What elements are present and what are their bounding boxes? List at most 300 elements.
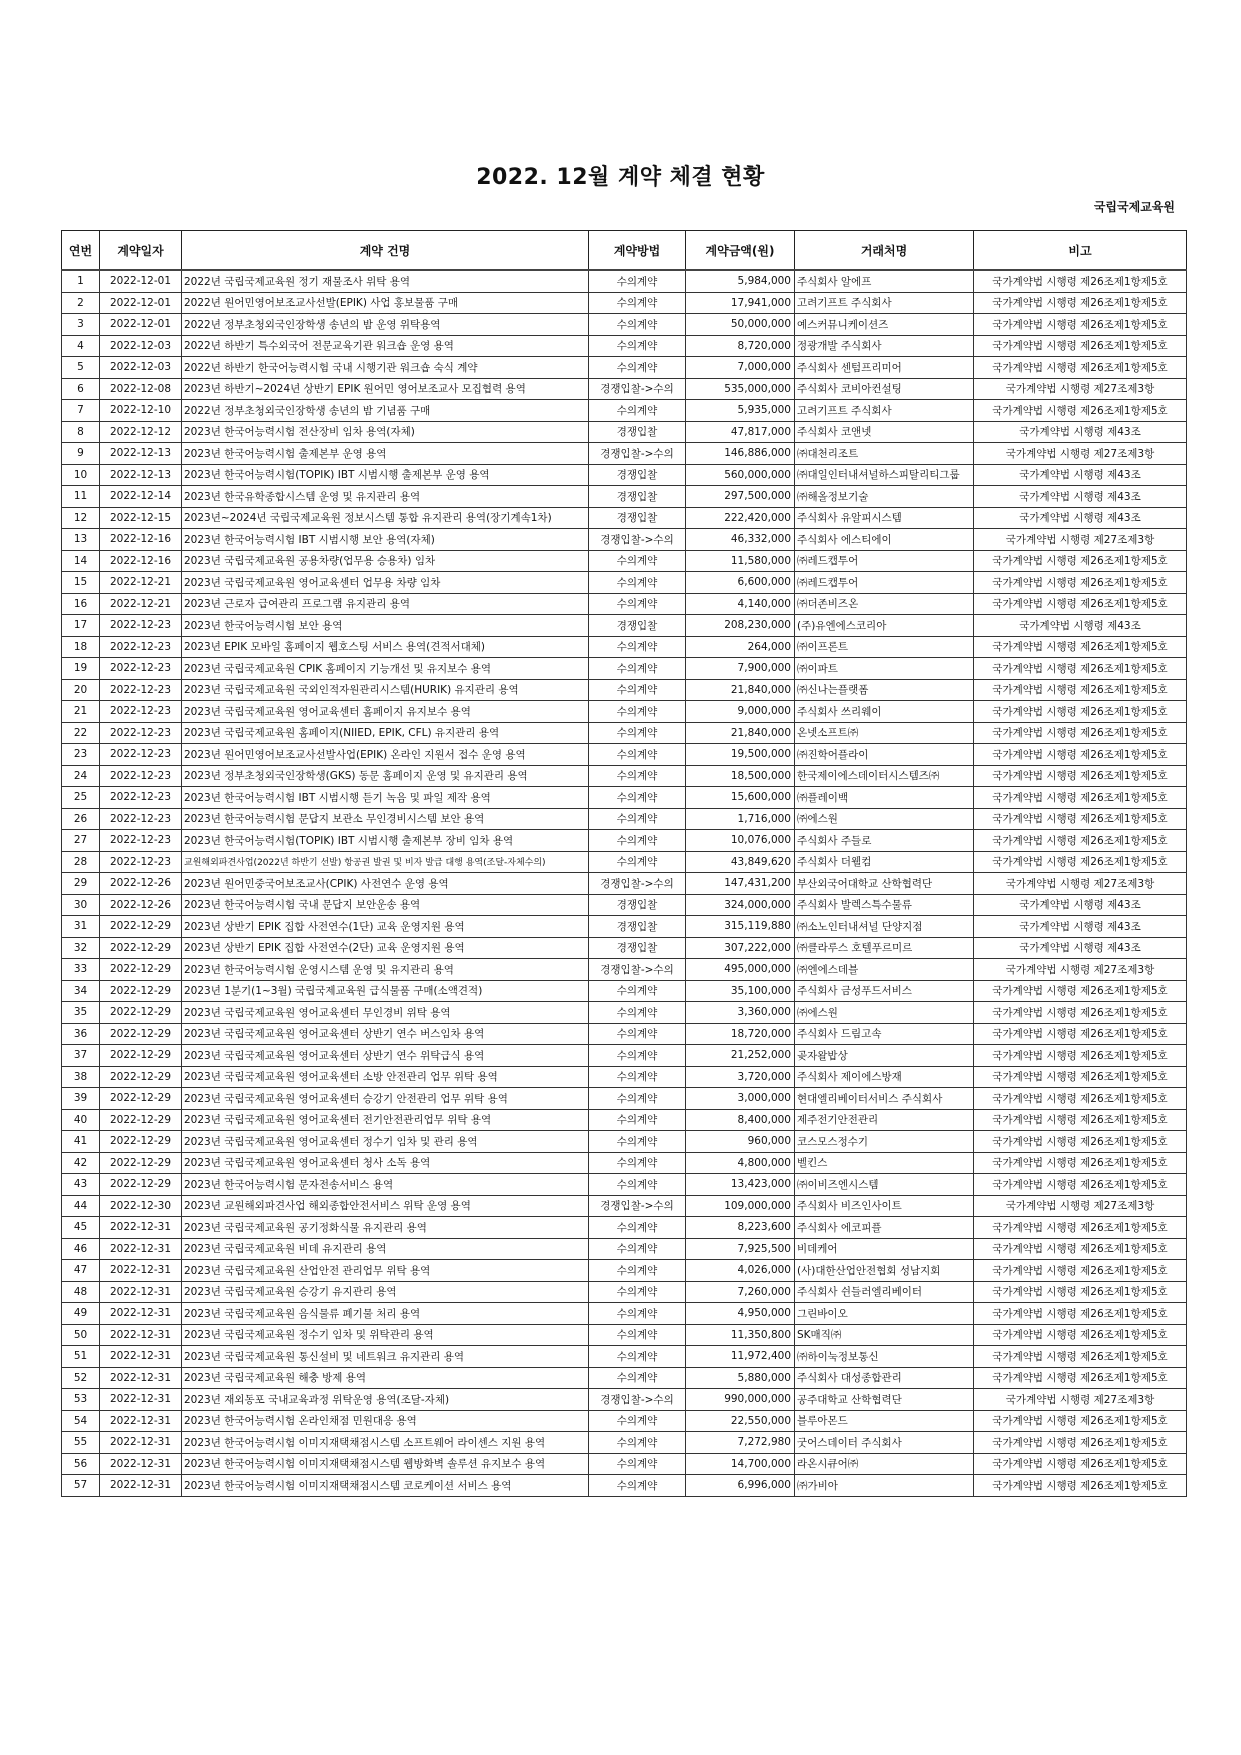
contract-name: 2023년 한국어능력시험 문자전송서비스 용역 (182, 1174, 589, 1196)
contract-date: 2022-12-31 (100, 1324, 182, 1346)
table-header-row (62, 231, 1187, 271)
contract-amount: 9,000,000 (686, 701, 795, 723)
row-number: 5 (62, 357, 100, 379)
contract-method: 수의계약 (589, 787, 686, 809)
contract-method: 수의계약 (589, 830, 686, 852)
table-row (62, 658, 1187, 680)
remarks: 국가계약법 시행령 제43조 (974, 615, 1187, 637)
remarks: 국가계약법 시행령 제27조제3항 (974, 378, 1187, 400)
row-number: 16 (62, 593, 100, 615)
contract-name: 2023년 한국어능력시험 이미지재택채점시스템 소프트웨어 라이센스 지원 용역 (182, 1432, 589, 1454)
table-row (62, 1195, 1187, 1217)
contract-method: 수의계약 (589, 1131, 686, 1153)
contract-date: 2022-12-29 (100, 1152, 182, 1174)
table-row (62, 916, 1187, 938)
remarks: 국가계약법 시행령 제26조제1항제5호 (974, 1045, 1187, 1067)
contract-name: 2023년 국립국제교육원 영어교육센터 청사 소독 용역 (182, 1152, 589, 1174)
vendor-name: 블루아몬드 (795, 1410, 974, 1432)
contract-name: 2023년 원어민영어보조교사선발사업(EPIK) 온라인 지원서 접수 운영 용역 (182, 744, 589, 766)
vendor-name: ㈜플레이백 (795, 787, 974, 809)
contract-amount: 7,260,000 (686, 1281, 795, 1303)
table-row (62, 959, 1187, 981)
contract-date: 2022-12-16 (100, 529, 182, 551)
table-row (62, 1088, 1187, 1110)
contract-date: 2022-12-31 (100, 1260, 182, 1282)
table-row (62, 765, 1187, 787)
contract-name: 2023년 하반기~2024년 상반기 EPIK 원어민 영어보조교사 모집협력 용역 (182, 378, 589, 400)
contract-amount: 495,000,000 (686, 959, 795, 981)
contract-name: 교원해외파견사업(2022년 하반기 선발) 항공권 발권 및 비자 발급 대행 용역(조달-자체수의) (182, 851, 589, 873)
table-row (62, 894, 1187, 916)
row-number: 23 (62, 744, 100, 766)
row-number: 49 (62, 1303, 100, 1325)
remarks: 국가계약법 시행령 제26조제1항제5호 (974, 572, 1187, 594)
remarks: 국가계약법 시행령 제26조제1항제5호 (974, 1131, 1187, 1153)
contract-name: 2023년 국립국제교육원 영어교육센터 업무용 차량 임차 (182, 572, 589, 594)
remarks: 국가계약법 시행령 제43조 (974, 894, 1187, 916)
row-number: 18 (62, 636, 100, 658)
contract-amount: 208,230,000 (686, 615, 795, 637)
remarks: 국가계약법 시행령 제26조제1항제5호 (974, 1002, 1187, 1024)
contract-method: 경쟁입찰 (589, 464, 686, 486)
contract-name: 2023년 교원해외파견사업 해외종합안전서비스 위탁 운영 용역 (182, 1195, 589, 1217)
contract-name: 2023년 원어민중국어보조교사(CPIK) 사전연수 운영 용역 (182, 873, 589, 895)
remarks: 국가계약법 시행령 제26조제1항제5호 (974, 658, 1187, 680)
contract-amount: 264,000 (686, 636, 795, 658)
header-amount: 계약금액(원) (686, 231, 795, 271)
remarks: 국가계약법 시행령 제26조제1항제5호 (974, 851, 1187, 873)
vendor-name: ㈜클라루스 호텔푸르미르 (795, 937, 974, 959)
contract-method: 수의계약 (589, 765, 686, 787)
table-row (62, 1346, 1187, 1368)
contract-name: 2023년 국립국제교육원 비데 유지관리 용역 (182, 1238, 589, 1260)
contract-name: 2023년 근로자 급여관리 프로그램 유지관리 용역 (182, 593, 589, 615)
contract-method: 수의계약 (589, 1475, 686, 1497)
vendor-name: ㈜대일인터내셔널하스피탈리티그룹 (795, 464, 974, 486)
contract-name: 2023년 1분기(1~3월) 국립국제교육원 급식물품 구매(소액견적) (182, 980, 589, 1002)
row-number: 35 (62, 1002, 100, 1024)
contract-date: 2022-12-31 (100, 1281, 182, 1303)
row-number: 32 (62, 937, 100, 959)
table-row (62, 1131, 1187, 1153)
contract-amount: 19,500,000 (686, 744, 795, 766)
remarks: 국가계약법 시행령 제26조제1항제5호 (974, 1238, 1187, 1260)
vendor-name: 벨킨스 (795, 1152, 974, 1174)
contract-date: 2022-12-31 (100, 1238, 182, 1260)
contract-amount: 5,880,000 (686, 1367, 795, 1389)
vendor-name: 한국제이에스데이터시스템즈㈜ (795, 765, 974, 787)
contract-amount: 21,840,000 (686, 722, 795, 744)
contract-method: 수의계약 (589, 1174, 686, 1196)
contract-date: 2022-12-03 (100, 357, 182, 379)
vendor-name: ㈜신나는플랫폼 (795, 679, 974, 701)
table-row (62, 808, 1187, 830)
contract-date: 2022-12-29 (100, 937, 182, 959)
row-number: 38 (62, 1066, 100, 1088)
contract-name: 2023년 국립국제교육원 통신설비 및 네트워크 유지관리 용역 (182, 1346, 589, 1368)
row-number: 27 (62, 830, 100, 852)
table-row (62, 486, 1187, 508)
vendor-name: 정광개발 주식회사 (795, 335, 974, 357)
contract-date: 2022-12-29 (100, 916, 182, 938)
row-number: 41 (62, 1131, 100, 1153)
remarks: 국가계약법 시행령 제26조제1항제5호 (974, 1088, 1187, 1110)
contract-method: 경쟁입찰 (589, 894, 686, 916)
contract-name: 2023년 국립국제교육원 공기정화식물 유지관리 용역 (182, 1217, 589, 1239)
vendor-name: 주식회사 알에프 (795, 270, 974, 292)
table-row (62, 357, 1187, 379)
row-number: 2 (62, 292, 100, 314)
contract-amount: 146,886,000 (686, 443, 795, 465)
contract-amount: 5,935,000 (686, 400, 795, 422)
row-number: 6 (62, 378, 100, 400)
remarks: 국가계약법 시행령 제43조 (974, 464, 1187, 486)
row-number: 26 (62, 808, 100, 830)
contract-method: 수의계약 (589, 1088, 686, 1110)
contract-name: 2022년 원어민영어보조교사선발(EPIK) 사업 홍보물품 구매 (182, 292, 589, 314)
table-row (62, 1045, 1187, 1067)
contract-amount: 315,119,880 (686, 916, 795, 938)
remarks: 국가계약법 시행령 제26조제1항제5호 (974, 1217, 1187, 1239)
table-row (62, 980, 1187, 1002)
table-row (62, 1389, 1187, 1411)
remarks: 국가계약법 시행령 제26조제1항제5호 (974, 722, 1187, 744)
contract-date: 2022-12-29 (100, 1023, 182, 1045)
organization-name: 국립국제교육원 (1093, 200, 1175, 214)
vendor-name: 예스커뮤니케이션즈 (795, 314, 974, 336)
vendor-name: 현대엘리베이터서비스 주식회사 (795, 1088, 974, 1110)
contract-method: 수의계약 (589, 1281, 686, 1303)
table-row (62, 572, 1187, 594)
row-number: 33 (62, 959, 100, 981)
table-row (62, 1152, 1187, 1174)
contract-name: 2023년 국립국제교육원 영어교육센터 전기안전관리업무 위탁 용역 (182, 1109, 589, 1131)
table-row (62, 1324, 1187, 1346)
remarks: 국가계약법 시행령 제26조제1항제5호 (974, 400, 1187, 422)
contract-date: 2022-12-31 (100, 1303, 182, 1325)
vendor-name: 라온시큐어㈜ (795, 1453, 974, 1475)
table-row (62, 1281, 1187, 1303)
table-row (62, 1453, 1187, 1475)
contract-method: 수의계약 (589, 722, 686, 744)
table-row (62, 1217, 1187, 1239)
vendor-name: ㈜해올정보기술 (795, 486, 974, 508)
contract-date: 2022-12-30 (100, 1195, 182, 1217)
row-number: 28 (62, 851, 100, 873)
remarks: 국가계약법 시행령 제26조제1항제5호 (974, 1260, 1187, 1282)
contract-date: 2022-12-29 (100, 1066, 182, 1088)
contract-method: 경쟁입찰->수의 (589, 529, 686, 551)
contract-amount: 4,800,000 (686, 1152, 795, 1174)
vendor-name: (사)대한산업안전협회 성남지회 (795, 1260, 974, 1282)
contract-date: 2022-12-16 (100, 550, 182, 572)
contract-amount: 4,950,000 (686, 1303, 795, 1325)
contract-name: 2023년 상반기 EPIK 집합 사전연수(2단) 교육 운영지원 용역 (182, 937, 589, 959)
vendor-name: ㈜진학어플라이 (795, 744, 974, 766)
contract-date: 2022-12-23 (100, 658, 182, 680)
remarks: 국가계약법 시행령 제26조제1항제5호 (974, 314, 1187, 336)
contract-amount: 535,000,000 (686, 378, 795, 400)
contract-method: 수의계약 (589, 1453, 686, 1475)
contract-name: 2023년 한국어능력시험 운영시스템 운영 및 유지관리 용역 (182, 959, 589, 981)
contract-amount: 18,720,000 (686, 1023, 795, 1045)
contract-date: 2022-12-23 (100, 851, 182, 873)
contract-date: 2022-12-31 (100, 1432, 182, 1454)
remarks: 국가계약법 시행령 제27조제3항 (974, 529, 1187, 551)
contract-name: 2023년 한국어능력시험 IBT 시범시행 보안 용역(자체) (182, 529, 589, 551)
remarks: 국가계약법 시행령 제26조제1항제5호 (974, 701, 1187, 723)
vendor-name: 주식회사 센텀프리미어 (795, 357, 974, 379)
contract-name: 2023년 국립국제교육원 영어교육센터 정수기 임차 및 관리 용역 (182, 1131, 589, 1153)
contract-amount: 6,600,000 (686, 572, 795, 594)
contract-method: 수의계약 (589, 1303, 686, 1325)
contract-date: 2022-12-01 (100, 270, 182, 292)
table-row (62, 292, 1187, 314)
row-number: 36 (62, 1023, 100, 1045)
table-row (62, 701, 1187, 723)
contract-name: 2023년 한국어능력시험 전산장비 임차 용역(자체) (182, 421, 589, 443)
table-row (62, 1109, 1187, 1131)
vendor-name: 굿어스데이터 주식회사 (795, 1432, 974, 1454)
contract-amount: 13,423,000 (686, 1174, 795, 1196)
contract-name: 2023년 한국어능력시험 IBT 시범시행 듣기 녹음 및 파일 제작 용역 (182, 787, 589, 809)
vendor-name: ㈜가비아 (795, 1475, 974, 1497)
remarks: 국가계약법 시행령 제26조제1항제5호 (974, 636, 1187, 658)
contract-date: 2022-12-23 (100, 765, 182, 787)
vendor-name: 공주대학교 산학협력단 (795, 1389, 974, 1411)
vendor-name: 비데케어 (795, 1238, 974, 1260)
contract-name: 2023년 국립국제교육원 CPIK 홈페이지 기능개선 및 유지보수 용역 (182, 658, 589, 680)
contract-name: 2023년 한국어능력시험 온라인채점 민원대응 용역 (182, 1410, 589, 1432)
contract-date: 2022-12-31 (100, 1389, 182, 1411)
vendor-name: 부산외국어대학교 산학협력단 (795, 873, 974, 895)
remarks: 국가계약법 시행령 제26조제1항제5호 (974, 550, 1187, 572)
contract-amount: 21,840,000 (686, 679, 795, 701)
row-number: 24 (62, 765, 100, 787)
contract-amount: 46,332,000 (686, 529, 795, 551)
vendor-name: ㈜하이눅정보통신 (795, 1346, 974, 1368)
contract-name: 2023년 국립국제교육원 영어교육센터 홈페이지 유지보수 용역 (182, 701, 589, 723)
vendor-name: ㈜레드캡투어 (795, 550, 974, 572)
contract-name: 2022년 국립국제교육원 정기 재물조사 위탁 용역 (182, 270, 589, 292)
table-body (62, 270, 1187, 1496)
contract-amount: 7,000,000 (686, 357, 795, 379)
header-method: 계약방법 (589, 231, 686, 271)
table-row (62, 937, 1187, 959)
contract-name: 2023년 한국유학종합시스템 운영 및 유지관리 용역 (182, 486, 589, 508)
table-row (62, 1238, 1187, 1260)
remarks: 국가계약법 시행령 제26조제1항제5호 (974, 1324, 1187, 1346)
vendor-name: ㈜에스원 (795, 1002, 974, 1024)
contract-method: 수의계약 (589, 292, 686, 314)
contract-method: 수의계약 (589, 658, 686, 680)
contract-amount: 297,500,000 (686, 486, 795, 508)
contract-method: 수의계약 (589, 1238, 686, 1260)
contract-date: 2022-12-26 (100, 894, 182, 916)
table-row (62, 1475, 1187, 1497)
contract-name: 2023년 상반기 EPIK 집합 사전연수(1단) 교육 운영지원 용역 (182, 916, 589, 938)
contract-name: 2023년~2024년 국립국제교육원 정보시스템 통합 유지관리 용역(장기계속1차) (182, 507, 589, 529)
contract-method: 경쟁입찰->수의 (589, 959, 686, 981)
remarks: 국가계약법 시행령 제27조제3항 (974, 1389, 1187, 1411)
contract-date: 2022-12-26 (100, 873, 182, 895)
header-vendor: 거래처명 (795, 231, 974, 271)
contract-name: 2023년 국립국제교육원 정수기 임차 및 위탁관리 용역 (182, 1324, 589, 1346)
contract-method: 경쟁입찰->수의 (589, 1195, 686, 1217)
page-title: 2022. 12월 계약 체결 현황 (476, 165, 765, 190)
row-number: 47 (62, 1260, 100, 1282)
contract-method: 수의계약 (589, 1109, 686, 1131)
remarks: 국가계약법 시행령 제26조제1항제5호 (974, 679, 1187, 701)
contract-method: 수의계약 (589, 1346, 686, 1368)
table-row (62, 873, 1187, 895)
remarks: 국가계약법 시행령 제26조제1항제5호 (974, 1281, 1187, 1303)
table-row (62, 400, 1187, 422)
vendor-name: 주식회사 코앤넷 (795, 421, 974, 443)
contract-name: 2023년 한국어능력시험(TOPIK) IBT 시범시행 출제본부 운영 용역 (182, 464, 589, 486)
contract-date: 2022-12-29 (100, 1045, 182, 1067)
row-number: 11 (62, 486, 100, 508)
table-row (62, 1367, 1187, 1389)
row-number: 55 (62, 1432, 100, 1454)
contract-amount: 17,941,000 (686, 292, 795, 314)
header-no: 연번 (62, 231, 100, 271)
contract-name: 2023년 한국어능력시험 이미지재택채점시스템 코로케이션 서비스 용역 (182, 1475, 589, 1497)
table-row (62, 1260, 1187, 1282)
contract-date: 2022-12-14 (100, 486, 182, 508)
remarks: 국가계약법 시행령 제26조제1항제5호 (974, 1066, 1187, 1088)
row-number: 42 (62, 1152, 100, 1174)
contract-name: 2023년 한국어능력시험 출제본부 운영 용역 (182, 443, 589, 465)
contract-amount: 43,849,620 (686, 851, 795, 873)
row-number: 57 (62, 1475, 100, 1497)
contract-amount: 4,140,000 (686, 593, 795, 615)
contract-date: 2022-12-12 (100, 421, 182, 443)
table-row (62, 270, 1187, 292)
vendor-name: 주식회사 쓰리웨이 (795, 701, 974, 723)
contract-date: 2022-12-03 (100, 335, 182, 357)
remarks: 국가계약법 시행령 제43조 (974, 916, 1187, 938)
row-number: 21 (62, 701, 100, 723)
contract-date: 2022-12-21 (100, 593, 182, 615)
contract-method: 경쟁입찰->수의 (589, 378, 686, 400)
table-row (62, 830, 1187, 852)
table-row (62, 378, 1187, 400)
contract-name: 2023년 재외동포 국내교육과정 위탁운영 용역(조달-자체) (182, 1389, 589, 1411)
contract-method: 수의계약 (589, 636, 686, 658)
row-number: 53 (62, 1389, 100, 1411)
row-number: 22 (62, 722, 100, 744)
contract-amount: 147,431,200 (686, 873, 795, 895)
vendor-name: 주식회사 유알피시스템 (795, 507, 974, 529)
contract-amount: 35,100,000 (686, 980, 795, 1002)
table-row (62, 1410, 1187, 1432)
contract-amount: 5,984,000 (686, 270, 795, 292)
contract-name: 2023년 국립국제교육원 산업안전 관리업무 위탁 용역 (182, 1260, 589, 1282)
vendor-name: 주식회사 에코피플 (795, 1217, 974, 1239)
remarks: 국가계약법 시행령 제26조제1항제5호 (974, 1152, 1187, 1174)
contract-amount: 15,600,000 (686, 787, 795, 809)
remarks: 국가계약법 시행령 제27조제3항 (974, 443, 1187, 465)
row-number: 1 (62, 270, 100, 292)
contract-amount: 8,223,600 (686, 1217, 795, 1239)
row-number: 14 (62, 550, 100, 572)
contract-date: 2022-12-31 (100, 1217, 182, 1239)
vendor-name: ㈜에스원 (795, 808, 974, 830)
contract-amount: 11,972,400 (686, 1346, 795, 1368)
contract-amount: 3,360,000 (686, 1002, 795, 1024)
remarks: 국가계약법 시행령 제43조 (974, 486, 1187, 508)
row-number: 37 (62, 1045, 100, 1067)
contract-amount: 1,716,000 (686, 808, 795, 830)
remarks: 국가계약법 시행령 제26조제1항제5호 (974, 787, 1187, 809)
table-row (62, 615, 1187, 637)
contract-date: 2022-12-29 (100, 1131, 182, 1153)
vendor-name: ㈜엔에스데블 (795, 959, 974, 981)
contract-method: 수의계약 (589, 1002, 686, 1024)
contract-name: 2023년 국립국제교육원 영어교육센터 승강기 안전관리 업무 위탁 용역 (182, 1088, 589, 1110)
contract-name: 2023년 국립국제교육원 국외인적자원관리시스템(HURIK) 유지관리 용역 (182, 679, 589, 701)
contract-name: 2022년 하반기 특수외국어 전문교육기관 워크숍 운영 용역 (182, 335, 589, 357)
contract-name: 2023년 EPIK 모바일 홈페이지 웹호스팅 서비스 용역(견적서대체) (182, 636, 589, 658)
contract-method: 수의계약 (589, 701, 686, 723)
contract-method: 수의계약 (589, 744, 686, 766)
vendor-name: 주식회사 비즈인사이트 (795, 1195, 974, 1217)
vendor-name: SK매직㈜ (795, 1324, 974, 1346)
contract-amount: 6,996,000 (686, 1475, 795, 1497)
contract-method: 수의계약 (589, 314, 686, 336)
contract-date: 2022-12-29 (100, 959, 182, 981)
row-number: 20 (62, 679, 100, 701)
table-row (62, 1303, 1187, 1325)
vendor-name: ㈜더존비즈온 (795, 593, 974, 615)
contract-amount: 960,000 (686, 1131, 795, 1153)
row-number: 40 (62, 1109, 100, 1131)
table-row (62, 335, 1187, 357)
header-date: 계약일자 (100, 231, 182, 271)
contract-method: 수의계약 (589, 572, 686, 594)
row-number: 13 (62, 529, 100, 551)
contract-date: 2022-12-29 (100, 1088, 182, 1110)
remarks: 국가계약법 시행령 제26조제1항제5호 (974, 1367, 1187, 1389)
table-row (62, 1432, 1187, 1454)
contract-amount: 7,272,980 (686, 1432, 795, 1454)
row-number: 8 (62, 421, 100, 443)
row-number: 44 (62, 1195, 100, 1217)
row-number: 3 (62, 314, 100, 336)
contract-name: 2023년 한국어능력시험 문답지 보관소 무인경비시스템 보안 용역 (182, 808, 589, 830)
row-number: 12 (62, 507, 100, 529)
row-number: 46 (62, 1238, 100, 1260)
remarks: 국가계약법 시행령 제26조제1항제5호 (974, 1109, 1187, 1131)
contract-date: 2022-12-31 (100, 1410, 182, 1432)
remarks: 국가계약법 시행령 제26조제1항제5호 (974, 808, 1187, 830)
contract-name: 2023년 국립국제교육원 홈페이지(NIIED, EPIK, CFL) 유지관리 용역 (182, 722, 589, 744)
contract-date: 2022-12-23 (100, 830, 182, 852)
header-remarks: 비고 (974, 231, 1187, 271)
contract-date: 2022-12-13 (100, 443, 182, 465)
contract-amount: 8,400,000 (686, 1109, 795, 1131)
contract-name: 2023년 국립국제교육원 영어교육센터 상반기 연수 위탁급식 용역 (182, 1045, 589, 1067)
remarks: 국가계약법 시행령 제43조 (974, 507, 1187, 529)
remarks: 국가계약법 시행령 제26조제1항제5호 (974, 744, 1187, 766)
remarks: 국가계약법 시행령 제26조제1항제5호 (974, 1023, 1187, 1045)
contract-method: 수의계약 (589, 1023, 686, 1045)
row-number: 52 (62, 1367, 100, 1389)
table-row (62, 314, 1187, 336)
remarks: 국가계약법 시행령 제26조제1항제5호 (974, 593, 1187, 615)
row-number: 54 (62, 1410, 100, 1432)
